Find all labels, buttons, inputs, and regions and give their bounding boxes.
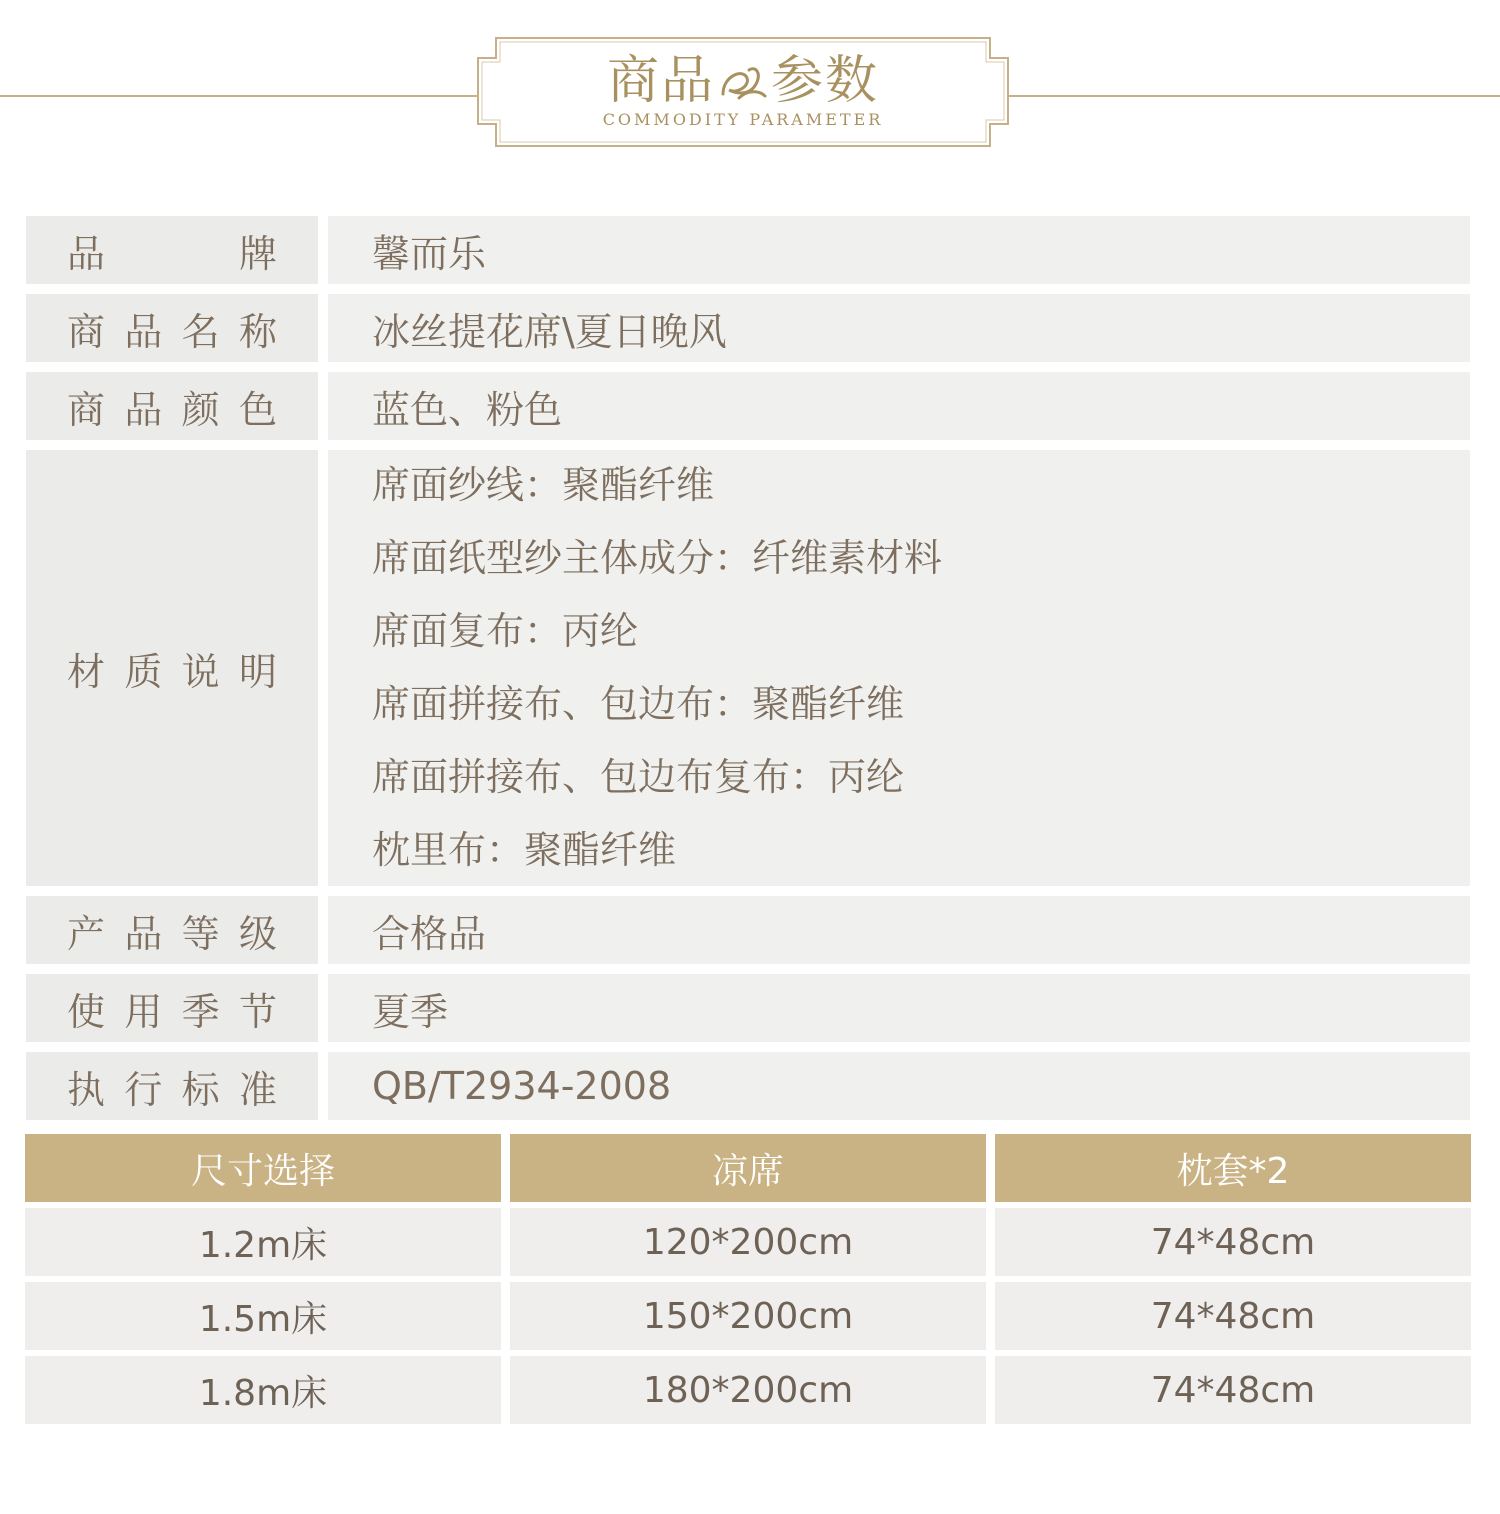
size-table bbox=[25, 1134, 1471, 1430]
param-value: 合格品 bbox=[328, 896, 1470, 964]
page-title bbox=[478, 46, 1008, 116]
param-row-name bbox=[26, 294, 1470, 362]
table-cell: 74*48cm bbox=[995, 1208, 1471, 1276]
param-label: 执行标准 bbox=[26, 1052, 318, 1120]
header-rule-right bbox=[1008, 95, 1500, 97]
table-cell: 180*200cm bbox=[510, 1356, 986, 1424]
param-row-standard bbox=[26, 1052, 1470, 1120]
title-block bbox=[478, 46, 1008, 129]
column-header: 枕套*2 bbox=[995, 1134, 1471, 1202]
param-value: 夏季 bbox=[328, 974, 1470, 1042]
material-line: 枕里布：聚酯纤维 bbox=[372, 828, 677, 872]
material-line: 席面纱线：聚酯纤维 bbox=[372, 463, 715, 507]
table-cell: 1.8m床 bbox=[25, 1356, 501, 1424]
table-cell: 1.5m床 bbox=[25, 1282, 501, 1350]
parameter-table bbox=[26, 216, 1470, 1130]
table-cell: 120*200cm bbox=[510, 1208, 986, 1276]
param-row-material bbox=[26, 450, 1470, 886]
material-line: 席面纸型纱主体成分：纤维素材料 bbox=[372, 536, 943, 580]
page-subtitle: COMMODITY PARAMETER bbox=[602, 110, 884, 129]
section-header bbox=[0, 0, 1500, 160]
table-cell: 150*200cm bbox=[510, 1282, 986, 1350]
column-header: 凉席 bbox=[510, 1134, 986, 1202]
param-row-season bbox=[26, 974, 1470, 1042]
param-value: QB/T2934-2008 bbox=[328, 1052, 1470, 1120]
title-right: 参数 bbox=[771, 51, 880, 111]
column-header: 尺寸选择 bbox=[25, 1134, 501, 1202]
table-cell: 1.2m床 bbox=[25, 1208, 501, 1276]
table-row bbox=[25, 1356, 1471, 1424]
param-row-grade bbox=[26, 896, 1470, 964]
param-label: 产品等级 bbox=[26, 896, 318, 964]
title-left: 商品 bbox=[606, 51, 715, 111]
param-label: 品牌 bbox=[26, 216, 318, 284]
param-row-brand bbox=[26, 216, 1470, 284]
param-label: 使用季节 bbox=[26, 974, 318, 1042]
param-label: 材质说明 bbox=[26, 450, 318, 886]
table-cell: 74*48cm bbox=[995, 1282, 1471, 1350]
param-label: 商品名称 bbox=[26, 294, 318, 362]
param-row-color bbox=[26, 372, 1470, 440]
material-line: 席面复布：丙纶 bbox=[372, 609, 639, 653]
param-value: 冰丝提花席\夏日晚风 bbox=[328, 294, 1470, 362]
table-row bbox=[25, 1282, 1471, 1350]
material-line: 席面拼接布、包边布：聚酯纤维 bbox=[372, 682, 905, 726]
table-cell: 74*48cm bbox=[995, 1356, 1471, 1424]
table-row bbox=[25, 1208, 1471, 1276]
leaf-swirl-icon bbox=[717, 64, 769, 104]
param-value: 馨而乐 bbox=[328, 216, 1470, 284]
size-table-header bbox=[25, 1134, 1471, 1202]
header-rule-left bbox=[0, 95, 478, 97]
param-value: 蓝色、粉色 bbox=[328, 372, 1470, 440]
material-line: 席面拼接布、包边布复布：丙纶 bbox=[372, 755, 905, 799]
param-value-list bbox=[328, 450, 1470, 886]
param-label: 商品颜色 bbox=[26, 372, 318, 440]
